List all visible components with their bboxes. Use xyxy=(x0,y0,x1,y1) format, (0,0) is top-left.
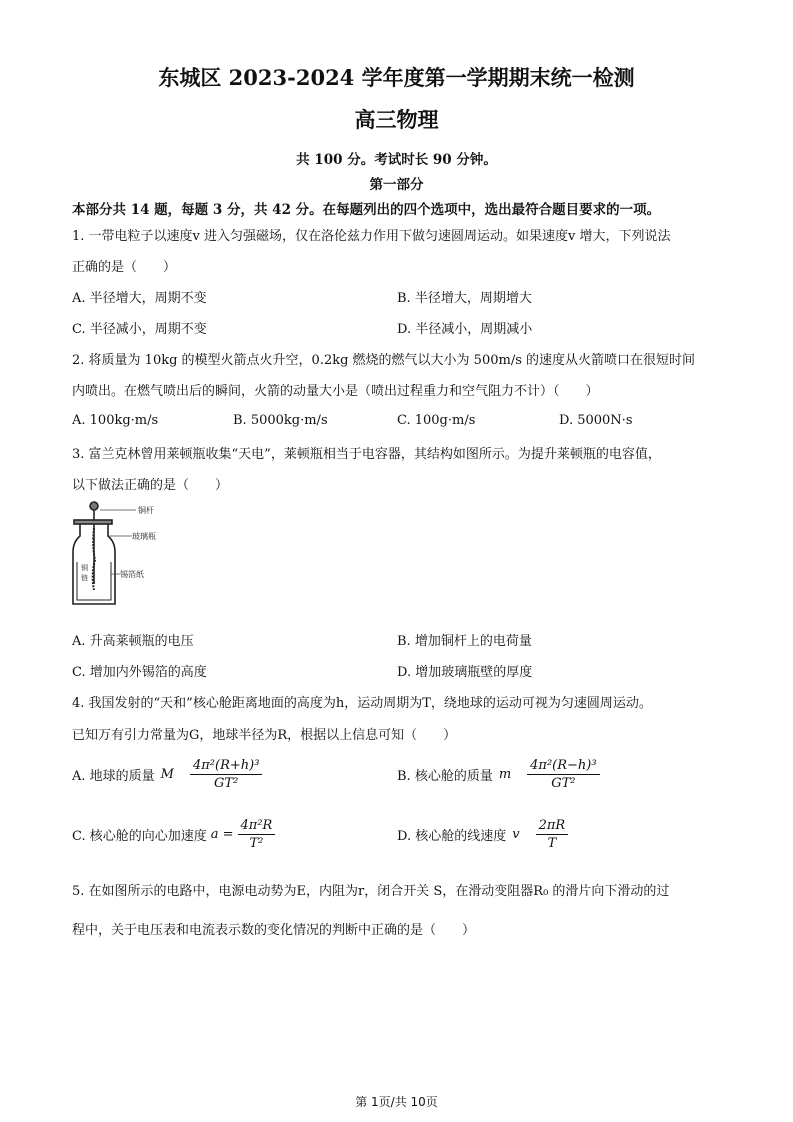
exam-title: 东城区 2023-2024 学年度第一学期期末统一检测 xyxy=(158,65,635,90)
section-instructions: 本部分共 14 题，每题 3 分，共 42 分。在每题列出的四个选项中，选出最符合题目要求的一项。 xyxy=(72,202,661,218)
q4-option-a-var: M xyxy=(160,767,174,782)
rod-knob xyxy=(90,502,98,510)
q1-option-c: C. 半径减小，周期不变 xyxy=(72,322,207,337)
label-foil: 锡箔纸 xyxy=(120,570,144,579)
q4-option-c xyxy=(72,818,275,851)
q3-option-c: C. 增加内外锡箔的高度 xyxy=(72,665,207,680)
q1-option-d: D. 半径减小，周期减小 xyxy=(397,322,533,337)
page-number: 第 1页/共 10页 xyxy=(355,1095,438,1109)
q4-option-c-num: 4π²R xyxy=(238,818,276,835)
q4-option-a-formula xyxy=(190,758,262,791)
q5-stem-line1: 5. 在如图所示的电路中，电源电动势为E，内阻为r，闭合开关 S，在滑动变阻器R₀ 的滑片向下滑动的过 xyxy=(72,884,670,899)
q4-option-b-num: 4π²(R−h)³ xyxy=(527,758,599,775)
q4-option-c-text: C. 核心舱的向心加速度 xyxy=(72,829,207,844)
jar-cap xyxy=(74,520,112,524)
q4-stem-line2: 已知万有引力常量为G，地球半径为R，根据以上信息可知（ ） xyxy=(72,728,457,743)
label-chain-1: 铜 xyxy=(81,564,88,572)
q4-option-c-var: a = xyxy=(210,827,234,842)
q4-option-d-var: v xyxy=(512,827,520,842)
q4-option-a-num: 4π²(R+h)³ xyxy=(190,758,262,775)
q4-option-d-den: T xyxy=(547,836,557,851)
q4-option-b-formula xyxy=(527,758,599,791)
q1-stem-line2: 正确的是（ ） xyxy=(72,260,177,275)
q3-option-a: A. 升高莱顿瓶的电压 xyxy=(72,634,194,649)
q4-option-a-den: GT² xyxy=(214,776,239,791)
part-heading: 第一部分 xyxy=(369,177,424,193)
q4-option-b xyxy=(397,758,600,791)
q4-option-b-var: m xyxy=(498,767,512,782)
q1-option-a: A. 半径增大，周期不变 xyxy=(72,291,207,306)
label-glass: 玻璃瓶 xyxy=(132,532,156,541)
q4-option-b-text: B. 核心舱的质量 xyxy=(397,769,493,784)
q2-option-a: A. 100kg·m/s xyxy=(72,413,159,428)
q4-option-d-text: D. 核心舱的线速度 xyxy=(397,829,507,844)
q2-option-c: C. 100g·m/s xyxy=(397,413,476,428)
q1-stem-line1: 1. 一带电粒子以速度v 进入匀强磁场，仅在洛伦兹力作用下做匀速圆周运动。如果速度v 增大，下列说法 xyxy=(72,229,671,244)
q4-option-d-num: 2πR xyxy=(536,818,569,835)
q3-option-d: D. 增加玻璃瓶壁的厚度 xyxy=(397,665,533,680)
q2-stem-line2: 内喷出。在燃气喷出后的瞬间，火箭的动量大小是（喷出过程重力和空气阻力不计）（ ） xyxy=(72,384,599,399)
q4-option-a-text: A. 地球的质量 xyxy=(72,769,155,784)
q1-option-b: B. 半径增大，周期增大 xyxy=(397,291,532,306)
subject-title: 高三物理 xyxy=(354,107,439,132)
q2-option-b: B. 5000kg·m/s xyxy=(233,413,328,428)
label-chain-2: 链 xyxy=(81,574,88,582)
q2-stem-line1: 2. 将质量为 10kg 的模型火箭点火升空，0.2kg 燃烧的燃气以大小为 500m/s 的速度从火箭喷口在很短时间 xyxy=(72,353,696,368)
q4-option-c-formula xyxy=(238,818,276,851)
q4-option-b-den: GT² xyxy=(551,776,576,791)
exam-info: 共 100 分。考试时长 90 分钟。 xyxy=(296,152,497,168)
q3-stem-line1: 3. 富兰克林曾用莱顿瓶收集“天电”，莱顿瓶相当于电容器，其结构如图所示。为提升莱顿瓶的电容值， xyxy=(72,447,661,462)
q4-option-d xyxy=(397,818,568,851)
q3-option-b: B. 增加铜杆上的电荷量 xyxy=(397,634,532,649)
leyden-jar-figure xyxy=(68,498,198,610)
q4-option-a xyxy=(72,758,262,791)
q2-option-d: D. 5000N·s xyxy=(559,413,633,428)
q3-stem-line2: 以下做法正确的是（ ） xyxy=(72,478,229,493)
q4-stem-line1: 4. 我国发射的“天和”核心舱距离地面的高度为h，运动周期为T，绕地球的运动可视为匀速圆周运动。 xyxy=(72,696,652,711)
label-rod: 铜杆 xyxy=(138,506,154,515)
q4-option-d-formula xyxy=(536,818,569,851)
q4-option-c-den: T² xyxy=(249,836,264,851)
q5-stem-line2: 程中，关于电压表和电流表示数的变化情况的判断中正确的是（ ） xyxy=(72,923,476,938)
